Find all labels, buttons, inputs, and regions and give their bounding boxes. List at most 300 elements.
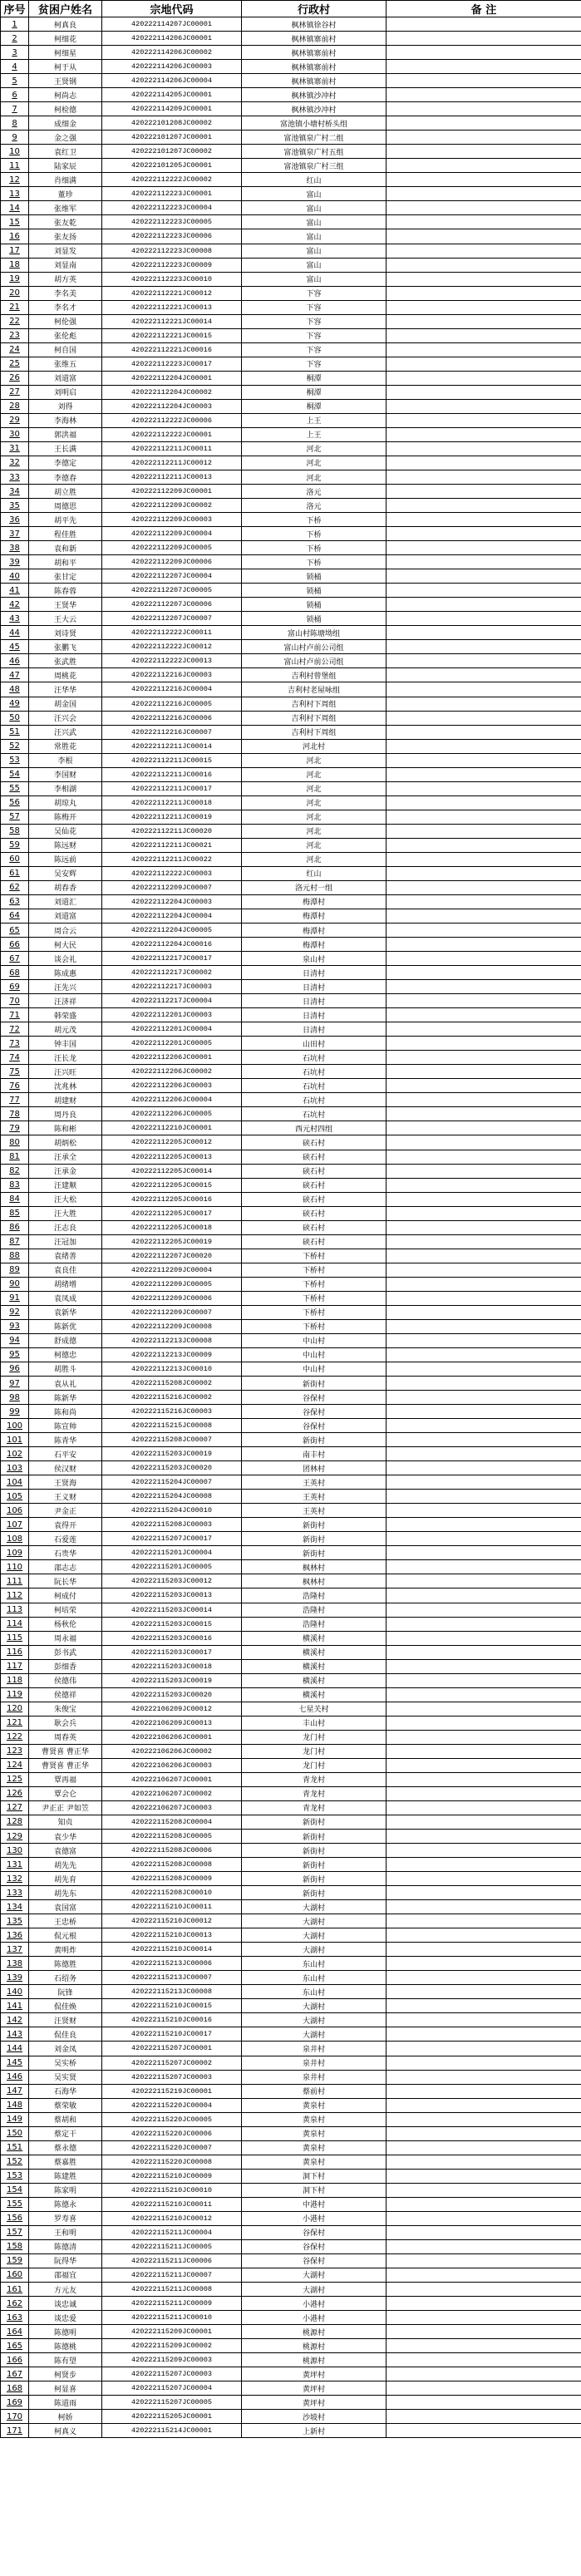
cell-village: 桐潭 bbox=[242, 399, 387, 413]
cell-village: 浩隆村 bbox=[242, 1617, 387, 1631]
cell-remark bbox=[387, 2396, 581, 2410]
cell-village: 硖石村 bbox=[242, 1135, 387, 1150]
cell-seq: 25 bbox=[1, 357, 29, 371]
cell-seq: 24 bbox=[1, 342, 29, 357]
cell-code: 420222115208JC00008 bbox=[102, 1858, 242, 1872]
cell-code: 420222115203JC00017 bbox=[102, 1645, 242, 1659]
cell-name: 柯伦强 bbox=[29, 314, 102, 328]
table-row bbox=[1, 1588, 581, 1603]
cell-seq: 135 bbox=[1, 1914, 29, 1928]
table-row bbox=[1, 1178, 581, 1192]
table-row bbox=[1, 17, 581, 32]
cell-seq: 52 bbox=[1, 739, 29, 753]
cell-village: 谷保村 bbox=[242, 1419, 387, 1433]
cell-name: 阮长华 bbox=[29, 1574, 102, 1588]
cell-code: 420222114206JC00003 bbox=[102, 60, 242, 74]
cell-village: 富山村陈塘坳组 bbox=[242, 626, 387, 640]
cell-code: 420222112204JC00005 bbox=[102, 924, 242, 938]
cell-code: 420222106206JC00001 bbox=[102, 1730, 242, 1744]
cell-remark bbox=[387, 2056, 581, 2070]
cell-name: 尹正正 尹如笠 bbox=[29, 1800, 102, 1815]
cell-remark bbox=[387, 866, 581, 880]
cell-seq: 21 bbox=[1, 300, 29, 314]
cell-remark bbox=[387, 980, 581, 994]
cell-seq: 54 bbox=[1, 767, 29, 781]
cell-seq: 82 bbox=[1, 1164, 29, 1178]
cell-name: 胡胜斗 bbox=[29, 1362, 102, 1376]
cell-code: 420222112204JC00003 bbox=[102, 894, 242, 909]
cell-remark bbox=[387, 1858, 581, 1872]
cell-code: 420222115208JC00006 bbox=[102, 1844, 242, 1858]
cell-seq: 42 bbox=[1, 598, 29, 612]
cell-name: 李国财 bbox=[29, 767, 102, 781]
cell-village: 富池镇泉广村三组 bbox=[242, 159, 387, 173]
cell-code: 420222115201JC00004 bbox=[102, 1546, 242, 1560]
cell-name: 周桃花 bbox=[29, 668, 102, 682]
cell-remark bbox=[387, 711, 581, 725]
cell-seq: 115 bbox=[1, 1631, 29, 1645]
cell-remark bbox=[387, 2325, 581, 2339]
cell-seq: 110 bbox=[1, 1560, 29, 1574]
cell-village: 石坑村 bbox=[242, 1093, 387, 1107]
cell-name: 袁少华 bbox=[29, 1830, 102, 1844]
cell-village: 硖石村 bbox=[242, 1178, 387, 1192]
cell-code: 420222112211JC00016 bbox=[102, 767, 242, 781]
cell-code: 420222112205JC00016 bbox=[102, 1192, 242, 1206]
table-row bbox=[1, 2239, 581, 2253]
cell-code: 420222101207JC00001 bbox=[102, 131, 242, 145]
cell-seq: 18 bbox=[1, 258, 29, 272]
cell-remark bbox=[387, 145, 581, 159]
cell-name: 柯尚志 bbox=[29, 88, 102, 102]
cell-code: 420222112211JC00020 bbox=[102, 824, 242, 838]
cell-seq: 1 bbox=[1, 17, 29, 32]
cell-name: 周春英 bbox=[29, 1730, 102, 1744]
cell-seq: 111 bbox=[1, 1574, 29, 1588]
cell-seq: 26 bbox=[1, 371, 29, 385]
cell-remark bbox=[387, 2239, 581, 2253]
cell-village: 吉利村下周组 bbox=[242, 711, 387, 725]
cell-name: 陈远前 bbox=[29, 852, 102, 866]
cell-name: 陈德桃 bbox=[29, 2339, 102, 2353]
cell-code: 420222115211JC00008 bbox=[102, 2283, 242, 2297]
cell-name: 陈有望 bbox=[29, 2353, 102, 2367]
cell-code: 420222115210JC00013 bbox=[102, 1928, 242, 1943]
cell-remark bbox=[387, 116, 581, 131]
cell-village: 中山村 bbox=[242, 1362, 387, 1376]
cell-seq: 134 bbox=[1, 1900, 29, 1914]
table-row bbox=[1, 1093, 581, 1107]
cell-name: 邵福宜 bbox=[29, 2268, 102, 2282]
cell-seq: 140 bbox=[1, 1985, 29, 1999]
cell-seq: 156 bbox=[1, 2211, 29, 2225]
cell-village: 日清村 bbox=[242, 966, 387, 980]
cell-village: 黄泉村 bbox=[242, 2112, 387, 2126]
cell-code: 420222115208JC00004 bbox=[102, 1815, 242, 1829]
cell-seq: 8 bbox=[1, 116, 29, 131]
cell-seq: 64 bbox=[1, 909, 29, 923]
table-row bbox=[1, 626, 581, 640]
table-row bbox=[1, 1461, 581, 1475]
cell-village: 团林村 bbox=[242, 1461, 387, 1475]
cell-remark bbox=[387, 1786, 581, 1800]
cell-village: 下桥村 bbox=[242, 1263, 387, 1277]
cell-remark bbox=[387, 682, 581, 697]
cell-code: 420222106209JC00012 bbox=[102, 1702, 242, 1716]
table-row bbox=[1, 1433, 581, 1447]
cell-remark bbox=[387, 1433, 581, 1447]
cell-code: 420222112209JC00006 bbox=[102, 1291, 242, 1305]
cell-code: 420222112223JC00004 bbox=[102, 201, 242, 215]
table-row bbox=[1, 2140, 581, 2155]
cell-remark bbox=[387, 1022, 581, 1037]
cell-code: 420222115211JC00005 bbox=[102, 2239, 242, 2253]
cell-village: 枫林村 bbox=[242, 1560, 387, 1574]
cell-remark bbox=[387, 328, 581, 342]
cell-name: 胡金国 bbox=[29, 697, 102, 711]
cell-seq: 45 bbox=[1, 640, 29, 654]
cell-code: 420222115205JC00001 bbox=[102, 2410, 242, 2424]
cell-remark bbox=[387, 1588, 581, 1603]
cell-seq: 101 bbox=[1, 1433, 29, 1447]
table-row bbox=[1, 612, 581, 626]
cell-name: 刘明启 bbox=[29, 385, 102, 399]
cell-village: 枫林镇沙冲村 bbox=[242, 88, 387, 102]
cell-name: 胡建财 bbox=[29, 1093, 102, 1107]
cell-name: 柯德忠 bbox=[29, 1347, 102, 1362]
cell-code: 420222112201JC00005 bbox=[102, 1037, 242, 1051]
cell-code: 420222112205JC00014 bbox=[102, 1164, 242, 1178]
cell-remark bbox=[387, 2339, 581, 2353]
cell-remark bbox=[387, 569, 581, 584]
cell-remark bbox=[387, 1405, 581, 1419]
col-header-village: 行政村 bbox=[242, 1, 387, 17]
cell-remark bbox=[387, 2283, 581, 2297]
cell-seq: 16 bbox=[1, 229, 29, 244]
cell-seq: 50 bbox=[1, 711, 29, 725]
cell-code: 420222115220JC00008 bbox=[102, 2155, 242, 2169]
table-row bbox=[1, 2098, 581, 2112]
cell-village: 王英村 bbox=[242, 1490, 387, 1504]
cell-code: 420222112205JC00019 bbox=[102, 1234, 242, 1249]
cell-name: 柯贤步 bbox=[29, 2367, 102, 2381]
cell-code: 420222115203JC00019 bbox=[102, 1447, 242, 1461]
cell-village: 富池镇小塘村桥头组 bbox=[242, 116, 387, 131]
table-row bbox=[1, 2268, 581, 2282]
cell-remark bbox=[387, 555, 581, 569]
table-row bbox=[1, 924, 581, 938]
table-row bbox=[1, 1673, 581, 1687]
cell-name: 石绍务 bbox=[29, 1971, 102, 1985]
cell-seq: 98 bbox=[1, 1391, 29, 1405]
cell-name: 知贞 bbox=[29, 1815, 102, 1829]
cell-remark bbox=[387, 2424, 581, 2438]
cell-village: 大湖村 bbox=[242, 1928, 387, 1943]
cell-village: 王英村 bbox=[242, 1504, 387, 1518]
table-row bbox=[1, 1631, 581, 1645]
cell-village: 王英村 bbox=[242, 1475, 387, 1490]
cell-remark bbox=[387, 2197, 581, 2211]
table-row bbox=[1, 1985, 581, 1999]
cell-seq: 151 bbox=[1, 2140, 29, 2155]
cell-village: 大湖村 bbox=[242, 2027, 387, 2042]
cell-village: 锁桶 bbox=[242, 584, 387, 598]
cell-seq: 7 bbox=[1, 102, 29, 116]
table-row bbox=[1, 272, 581, 286]
cell-seq: 160 bbox=[1, 2268, 29, 2282]
table-row bbox=[1, 1150, 581, 1164]
cell-code: 420222101208JC00002 bbox=[102, 116, 242, 131]
cell-seq: 36 bbox=[1, 513, 29, 527]
cell-remark bbox=[387, 952, 581, 966]
cell-village: 河北 bbox=[242, 767, 387, 781]
cell-village: 横溪村 bbox=[242, 1631, 387, 1645]
cell-village: 红山 bbox=[242, 866, 387, 880]
table-row bbox=[1, 852, 581, 866]
cell-name: 陈春蓉 bbox=[29, 584, 102, 598]
cell-village: 锁桶 bbox=[242, 569, 387, 584]
cell-village: 河北 bbox=[242, 838, 387, 852]
cell-remark bbox=[387, 739, 581, 753]
cell-village: 富山 bbox=[242, 201, 387, 215]
table-row bbox=[1, 555, 581, 569]
cell-village: 新街村 bbox=[242, 1377, 387, 1391]
cell-remark bbox=[387, 2126, 581, 2140]
cell-remark bbox=[387, 1065, 581, 1079]
cell-remark bbox=[387, 2367, 581, 2381]
cell-seq: 39 bbox=[1, 555, 29, 569]
cell-code: 420222115203JC00015 bbox=[102, 1617, 242, 1631]
cell-village: 枫林镇寨前村 bbox=[242, 74, 387, 88]
cell-village: 吉利村下周组 bbox=[242, 725, 387, 739]
cell-remark bbox=[387, 2013, 581, 2027]
cell-code: 420222115204JC00010 bbox=[102, 1504, 242, 1518]
cell-village: 桃源村 bbox=[242, 2325, 387, 2339]
table-row bbox=[1, 1560, 581, 1574]
cell-name: 柯显喜 bbox=[29, 2381, 102, 2396]
cell-name: 陈德明 bbox=[29, 2325, 102, 2339]
table-row bbox=[1, 116, 581, 131]
cell-remark bbox=[387, 300, 581, 314]
cell-seq: 86 bbox=[1, 1220, 29, 1234]
cell-seq: 22 bbox=[1, 314, 29, 328]
table-row bbox=[1, 598, 581, 612]
cell-village: 东山村 bbox=[242, 1957, 387, 1971]
col-header-name: 贫困户姓名 bbox=[29, 1, 102, 17]
cell-remark bbox=[387, 1518, 581, 1532]
cell-village: 新街村 bbox=[242, 1433, 387, 1447]
cell-seq: 84 bbox=[1, 1192, 29, 1206]
cell-village: 浩隆村 bbox=[242, 1603, 387, 1617]
table-row bbox=[1, 314, 581, 328]
cell-village: 下桥 bbox=[242, 527, 387, 541]
cell-village: 谷保村 bbox=[242, 2239, 387, 2253]
cell-name: 柯细星 bbox=[29, 46, 102, 60]
cell-remark bbox=[387, 187, 581, 201]
cell-name: 董珍 bbox=[29, 187, 102, 201]
cell-name: 阮锋 bbox=[29, 1985, 102, 1999]
cell-seq: 68 bbox=[1, 966, 29, 980]
cell-seq: 136 bbox=[1, 1928, 29, 1943]
table-row bbox=[1, 1490, 581, 1504]
table-row bbox=[1, 1928, 581, 1943]
cell-name: 覃再福 bbox=[29, 1772, 102, 1786]
cell-seq: 43 bbox=[1, 612, 29, 626]
cell-remark bbox=[387, 513, 581, 527]
cell-code: 420222112217JC00002 bbox=[102, 966, 242, 980]
cell-seq: 90 bbox=[1, 1277, 29, 1291]
cell-name: 柯培荣 bbox=[29, 1603, 102, 1617]
cell-code: 420222112217JC00003 bbox=[102, 980, 242, 994]
cell-remark bbox=[387, 810, 581, 824]
cell-name: 周丹良 bbox=[29, 1107, 102, 1121]
cell-village: 洛元 bbox=[242, 485, 387, 499]
cell-seq: 132 bbox=[1, 1872, 29, 1886]
cell-name: 袁德富 bbox=[29, 1844, 102, 1858]
table-row bbox=[1, 824, 581, 838]
cell-code: 420222112216JC00005 bbox=[102, 697, 242, 711]
cell-code: 420222115216JC00003 bbox=[102, 1405, 242, 1419]
cell-seq: 27 bbox=[1, 385, 29, 399]
cell-name: 柯细花 bbox=[29, 32, 102, 46]
cell-village: 梅潭村 bbox=[242, 909, 387, 923]
cell-code: 420222115207JC00001 bbox=[102, 2042, 242, 2056]
cell-seq: 103 bbox=[1, 1461, 29, 1475]
cell-code: 420222115204JC00007 bbox=[102, 1475, 242, 1490]
cell-code: 420222114206JC00002 bbox=[102, 46, 242, 60]
cell-code: 420222112206JC00001 bbox=[102, 1051, 242, 1065]
cell-code: 420222112217JC00004 bbox=[102, 994, 242, 1008]
cell-remark bbox=[387, 1135, 581, 1150]
cell-code: 420222112205JC00017 bbox=[102, 1206, 242, 1220]
table-row bbox=[1, 767, 581, 781]
cell-name: 吴安辉 bbox=[29, 866, 102, 880]
cell-name: 张友乾 bbox=[29, 215, 102, 229]
col-header-remark: 备 注 bbox=[387, 1, 581, 17]
cell-name: 蔡嘉胜 bbox=[29, 2155, 102, 2169]
cell-remark bbox=[387, 2112, 581, 2126]
cell-code: 420222112216JC00006 bbox=[102, 711, 242, 725]
cell-code: 420222112201JC00004 bbox=[102, 1022, 242, 1037]
cell-code: 420222115203JC00013 bbox=[102, 1588, 242, 1603]
cell-seq: 46 bbox=[1, 654, 29, 668]
cell-remark bbox=[387, 824, 581, 838]
cell-remark bbox=[387, 1475, 581, 1490]
cell-seq: 168 bbox=[1, 2381, 29, 2396]
cell-name: 陈德胜 bbox=[29, 1957, 102, 1971]
cell-village: 下桥 bbox=[242, 541, 387, 555]
cell-remark bbox=[387, 1730, 581, 1744]
cell-name: 胡先东 bbox=[29, 1886, 102, 1900]
cell-remark bbox=[387, 1461, 581, 1475]
cell-name: 蔡定干 bbox=[29, 2126, 102, 2140]
cell-seq: 6 bbox=[1, 88, 29, 102]
table-row bbox=[1, 2211, 581, 2225]
cell-name: 陈宣帅 bbox=[29, 1419, 102, 1433]
cell-village: 锁桶 bbox=[242, 598, 387, 612]
cell-name: 彭书武 bbox=[29, 1645, 102, 1659]
cell-seq: 85 bbox=[1, 1206, 29, 1220]
cell-seq: 146 bbox=[1, 2070, 29, 2084]
cell-village: 河北 bbox=[242, 470, 387, 485]
cell-code: 420222112204JC00001 bbox=[102, 371, 242, 385]
table-row bbox=[1, 725, 581, 739]
cell-village: 横溪村 bbox=[242, 1687, 387, 1702]
cell-remark bbox=[387, 598, 581, 612]
table-row bbox=[1, 1744, 581, 1758]
cell-village: 小港村 bbox=[242, 2311, 387, 2325]
cell-code: 420222106206JC00002 bbox=[102, 1744, 242, 1758]
cell-name: 汪华华 bbox=[29, 682, 102, 697]
cell-code: 420222112206JC00002 bbox=[102, 1065, 242, 1079]
table-row bbox=[1, 2126, 581, 2140]
cell-remark bbox=[387, 1957, 581, 1971]
cell-seq: 155 bbox=[1, 2197, 29, 2211]
cell-name: 韩荣盛 bbox=[29, 1008, 102, 1022]
cell-remark bbox=[387, 1574, 581, 1588]
cell-name: 柯自国 bbox=[29, 342, 102, 357]
cell-code: 420222101207JC00002 bbox=[102, 145, 242, 159]
cell-name: 尹金正 bbox=[29, 1504, 102, 1518]
cell-seq: 171 bbox=[1, 2424, 29, 2438]
cell-code: 420222115207JC00017 bbox=[102, 1532, 242, 1546]
cell-remark bbox=[387, 2070, 581, 2084]
cell-name: 王贤海 bbox=[29, 1475, 102, 1490]
cell-village: 枫林镇寨前村 bbox=[242, 60, 387, 74]
table-row bbox=[1, 2155, 581, 2169]
table-row bbox=[1, 1121, 581, 1135]
cell-code: 420222112216JC00004 bbox=[102, 682, 242, 697]
table-row bbox=[1, 1858, 581, 1872]
cell-remark bbox=[387, 201, 581, 215]
cell-code: 420222115203JC00016 bbox=[102, 1631, 242, 1645]
cell-remark bbox=[387, 2183, 581, 2197]
cell-village: 枫林镇徐谷村 bbox=[242, 17, 387, 32]
cell-code: 420222115207JC00002 bbox=[102, 2056, 242, 2070]
cell-seq: 125 bbox=[1, 1772, 29, 1786]
table-row bbox=[1, 1079, 581, 1093]
cell-remark bbox=[387, 2225, 581, 2239]
cell-code: 420222114209JC00001 bbox=[102, 102, 242, 116]
cell-code: 420222112223JC00010 bbox=[102, 272, 242, 286]
table-row bbox=[1, 244, 581, 258]
cell-remark bbox=[387, 272, 581, 286]
cell-name: 柯于从 bbox=[29, 60, 102, 74]
table-row bbox=[1, 654, 581, 668]
cell-name: 王忠桥 bbox=[29, 1914, 102, 1928]
cell-seq: 145 bbox=[1, 2056, 29, 2070]
table-row bbox=[1, 1022, 581, 1037]
cell-name: 张友扬 bbox=[29, 229, 102, 244]
cell-remark bbox=[387, 2027, 581, 2042]
cell-remark bbox=[387, 1772, 581, 1786]
cell-remark bbox=[387, 541, 581, 555]
cell-code: 420222112209JC00008 bbox=[102, 1319, 242, 1333]
table-row bbox=[1, 1008, 581, 1022]
cell-code: 420222112211JC00021 bbox=[102, 838, 242, 852]
table-row bbox=[1, 682, 581, 697]
table-row bbox=[1, 938, 581, 952]
cell-name: 张鹏飞 bbox=[29, 640, 102, 654]
cell-seq: 32 bbox=[1, 456, 29, 470]
cell-remark bbox=[387, 767, 581, 781]
cell-remark bbox=[387, 173, 581, 187]
cell-code: 420222112221JC00015 bbox=[102, 328, 242, 342]
cell-code: 420222115211JC00009 bbox=[102, 2297, 242, 2311]
cell-code: 420222115208JC00003 bbox=[102, 1518, 242, 1532]
cell-code: 420222115220JC00004 bbox=[102, 2098, 242, 2112]
cell-code: 420222115207JC00003 bbox=[102, 2070, 242, 2084]
